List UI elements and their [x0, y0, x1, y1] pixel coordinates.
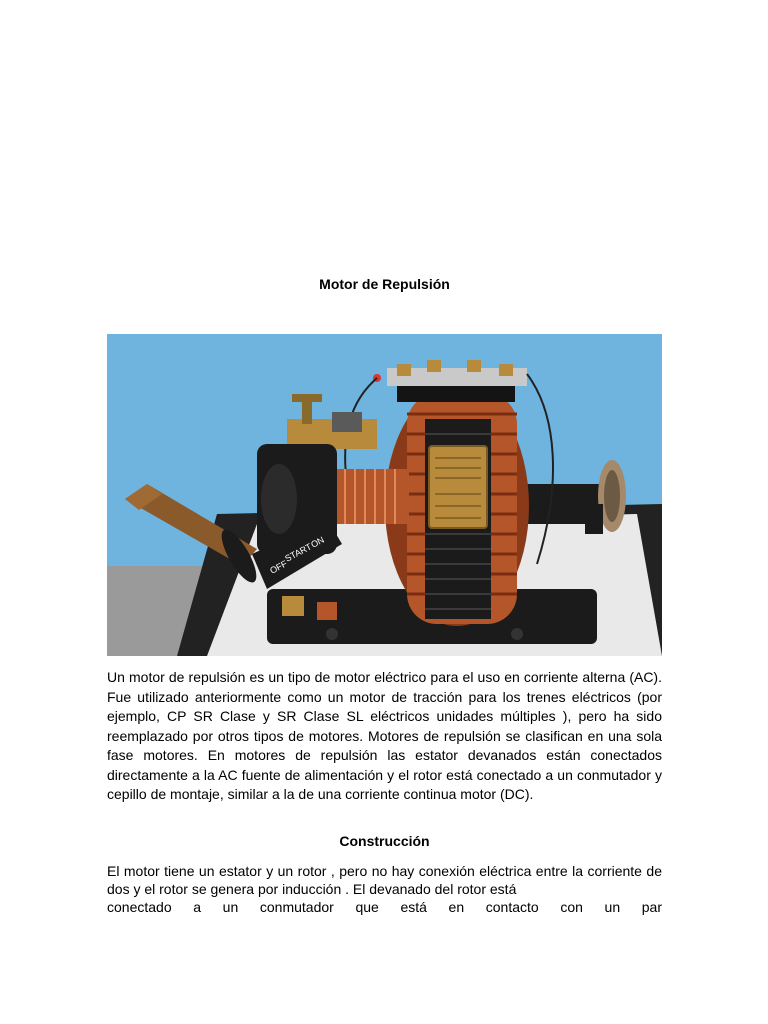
terminal-block	[397, 384, 515, 402]
motor-illustration	[107, 334, 662, 656]
switch-label-start: START	[283, 541, 314, 564]
motor-photo	[107, 334, 662, 656]
paragraph-construccion	[107, 862, 662, 916]
paragraph-intro: Un motor de repulsión es un tipo de motor eléctrico para el uso en corriente alterna (AC). Fue utilizado anteriormente como un motor de tracción para los trenes eléctricos (por ejemplo, CP SR Clase y SR Clase SL eléctricos unidades múltiples ), pero ha sido reemplazado por otros tipos de motores. Motores de repulsión se clasifican en una sola fase motores. En motores de repulsión las estator devanados están conectados directamente a la AC fuente de alimentación y el rotor está conectado a un conmutador y cepillo de montaje, similar a la de una corriente continua motor (DC).	[107, 669, 662, 802]
paragraph-construccion-last-line: conectado a un conmutador que está en contacto con un par	[107, 899, 662, 915]
section-heading-construccion: Construcción	[339, 833, 430, 849]
commutator	[327, 469, 409, 524]
base-terminal-left	[282, 596, 304, 616]
switch-label-off: OFF	[268, 558, 289, 576]
base-terminal-mid	[317, 602, 337, 620]
switch-label-on: ON	[309, 534, 326, 550]
page-title: Motor de Repulsión	[319, 276, 450, 292]
paragraph-construccion-main: El motor tiene un estator y un rotor , pero no hay conexión eléctrica entre la corriente de dos y el rotor se genera por inducción . El devanado del rotor está	[107, 863, 662, 897]
